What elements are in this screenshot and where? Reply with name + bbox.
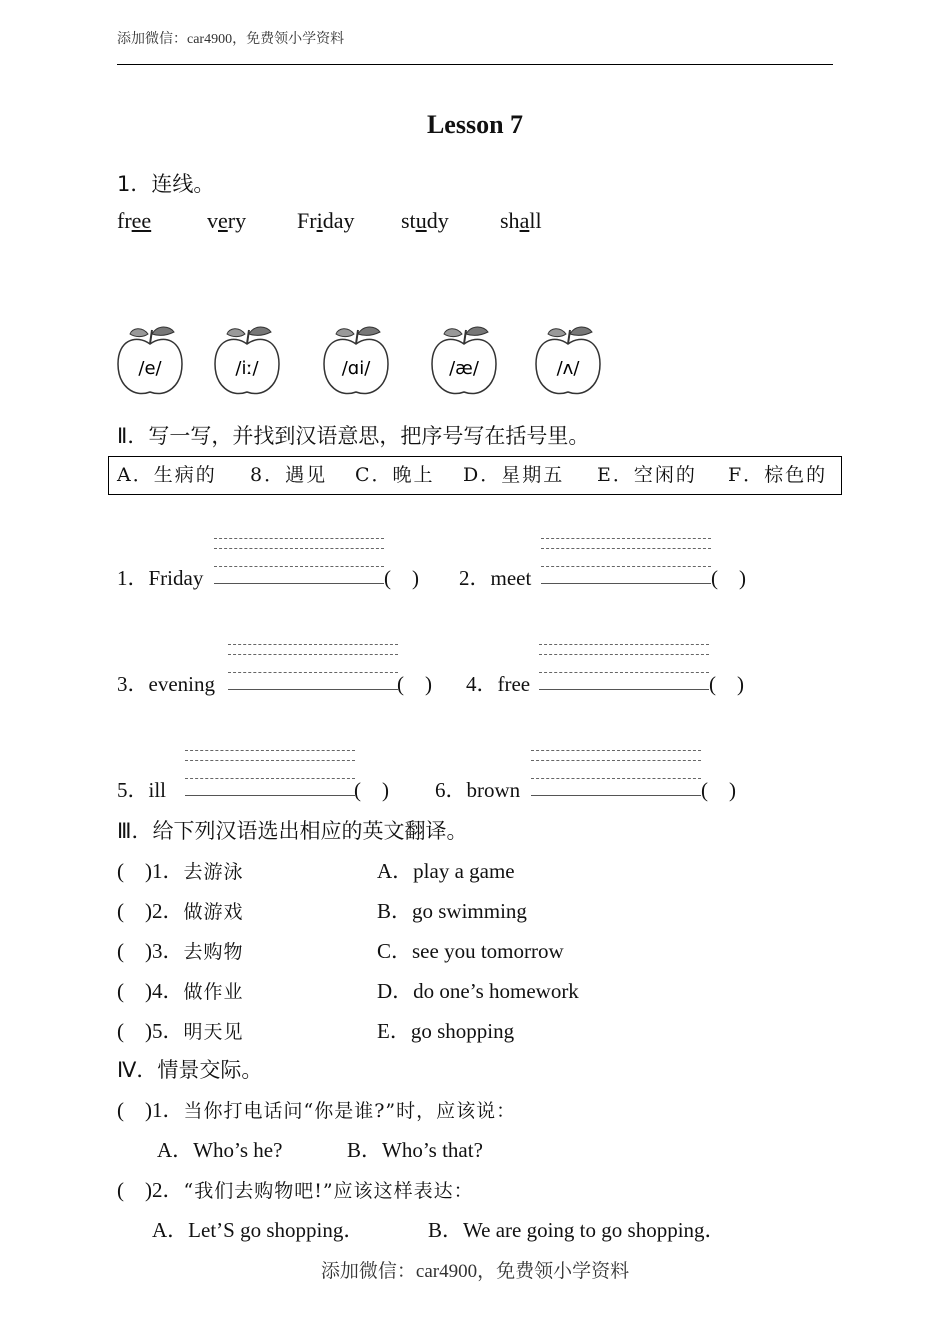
phonetic-label: /æ/ — [449, 358, 479, 379]
dialogue-q2-option-b: B．We are going to go shopping． — [428, 1218, 726, 1242]
header-note: 添加微信：car4900，免费领小学资料 — [117, 32, 345, 47]
answer-paren[interactable]: ( )1． — [117, 1098, 184, 1122]
match-row-2: ( )2．做游戏 — [117, 899, 244, 923]
page-title: Lesson 7 — [426, 110, 524, 139]
vocab-option-c: C．晚上 — [355, 464, 435, 486]
vocab-option-b: 8．遇见 — [250, 464, 328, 486]
answer-paren[interactable]: ( ) — [384, 566, 419, 590]
match-row-4: ( )4．做作业 — [117, 979, 244, 1003]
vocab-option-e: E．空闲的 — [597, 464, 697, 486]
apple-phonetic-v-icon — [532, 322, 604, 400]
dialogue-q1-option-a: A．Who’s he? — [157, 1138, 283, 1162]
match-option-b: B．go swimming — [377, 899, 527, 923]
phonetic-label: /ɑi/ — [341, 358, 371, 379]
section4-heading: Ⅳ．情景交际。 — [117, 1058, 263, 1082]
section2-heading: Ⅱ．写一写，并找到汉语意思，把序号写在括号里。 — [117, 424, 590, 448]
answer-paren[interactable]: ( )5． — [117, 1019, 184, 1043]
item-brown-label: 6．brown — [435, 778, 521, 802]
apple-phonetic-ai-icon — [320, 322, 392, 400]
item-free-label: 4．free — [466, 672, 531, 696]
section1-heading: 1．连线。 — [117, 172, 215, 196]
phonetic-label: /ʌ/ — [556, 358, 580, 379]
vocab-option-a: A．生病的 — [117, 464, 217, 486]
phonetic-label: /e/ — [138, 358, 162, 379]
writing-blank[interactable] — [214, 536, 384, 584]
writing-blank[interactable] — [185, 748, 355, 796]
section3-heading: Ⅲ．给下列汉语选出相应的英文翻译。 — [117, 819, 468, 843]
answer-paren[interactable]: ( ) — [397, 672, 432, 696]
item-evening-label: 3．evening — [117, 672, 215, 696]
writing-blank[interactable] — [539, 642, 709, 690]
answer-paren[interactable]: ( ) — [354, 778, 389, 802]
answer-paren[interactable]: ( )1． — [117, 859, 184, 883]
answer-paren[interactable]: ( )2． — [117, 1178, 184, 1202]
answer-paren[interactable]: ( )3． — [117, 939, 184, 963]
word-friday: Friday — [297, 208, 355, 233]
match-row-3: ( )3．去购物 — [117, 939, 244, 963]
match-row-1: ( )1．去游泳 — [117, 859, 244, 883]
vocab-option-d: D．星期五 — [463, 464, 565, 486]
word-free: free — [117, 208, 152, 233]
header-divider — [117, 64, 833, 65]
writing-blank[interactable] — [228, 642, 398, 690]
match-row-5: ( )5．明天见 — [117, 1019, 244, 1043]
answer-paren[interactable]: ( ) — [709, 672, 744, 696]
word-shall: shall — [500, 208, 542, 233]
dialogue-question-1: ( )1．当你打电话问“你是谁?”时，应该说： — [117, 1098, 517, 1122]
phonetic-label: /iː/ — [235, 358, 259, 379]
match-option-d: D．do one’s homework — [377, 979, 579, 1003]
item-friday-label: 1．Friday — [117, 566, 204, 590]
apple-phonetic-e-icon — [114, 322, 186, 400]
vocab-option-f: F．棕色的 — [728, 464, 828, 486]
dialogue-q2-option-a: A．Let’S go shopping． — [152, 1218, 365, 1242]
apple-phonetic-i-icon — [211, 322, 283, 400]
item-meet-label: 2．meet — [459, 566, 532, 590]
match-option-a: A．play a game — [377, 859, 515, 883]
answer-paren[interactable]: ( )2． — [117, 899, 184, 923]
writing-blank[interactable] — [531, 748, 701, 796]
word-study: study — [401, 208, 449, 233]
dialogue-question-2: ( )2．“我们去购物吧!”应该这样表达： — [117, 1178, 474, 1202]
answer-paren[interactable]: ( ) — [701, 778, 736, 802]
dialogue-q1-option-b: B．Who’s that? — [347, 1138, 483, 1162]
match-option-c: C．see you tomorrow — [377, 939, 564, 963]
item-ill-label: 5．ill — [117, 778, 167, 802]
word-very: very — [207, 208, 247, 233]
answer-paren[interactable]: ( ) — [711, 566, 746, 590]
answer-paren[interactable]: ( )4． — [117, 979, 184, 1003]
writing-blank[interactable] — [541, 536, 711, 584]
match-option-e: E．go shopping — [377, 1019, 515, 1043]
apple-phonetic-ae-icon — [428, 322, 500, 400]
footer-note: 添加微信：car4900，免费领小学资料 — [320, 1261, 630, 1282]
